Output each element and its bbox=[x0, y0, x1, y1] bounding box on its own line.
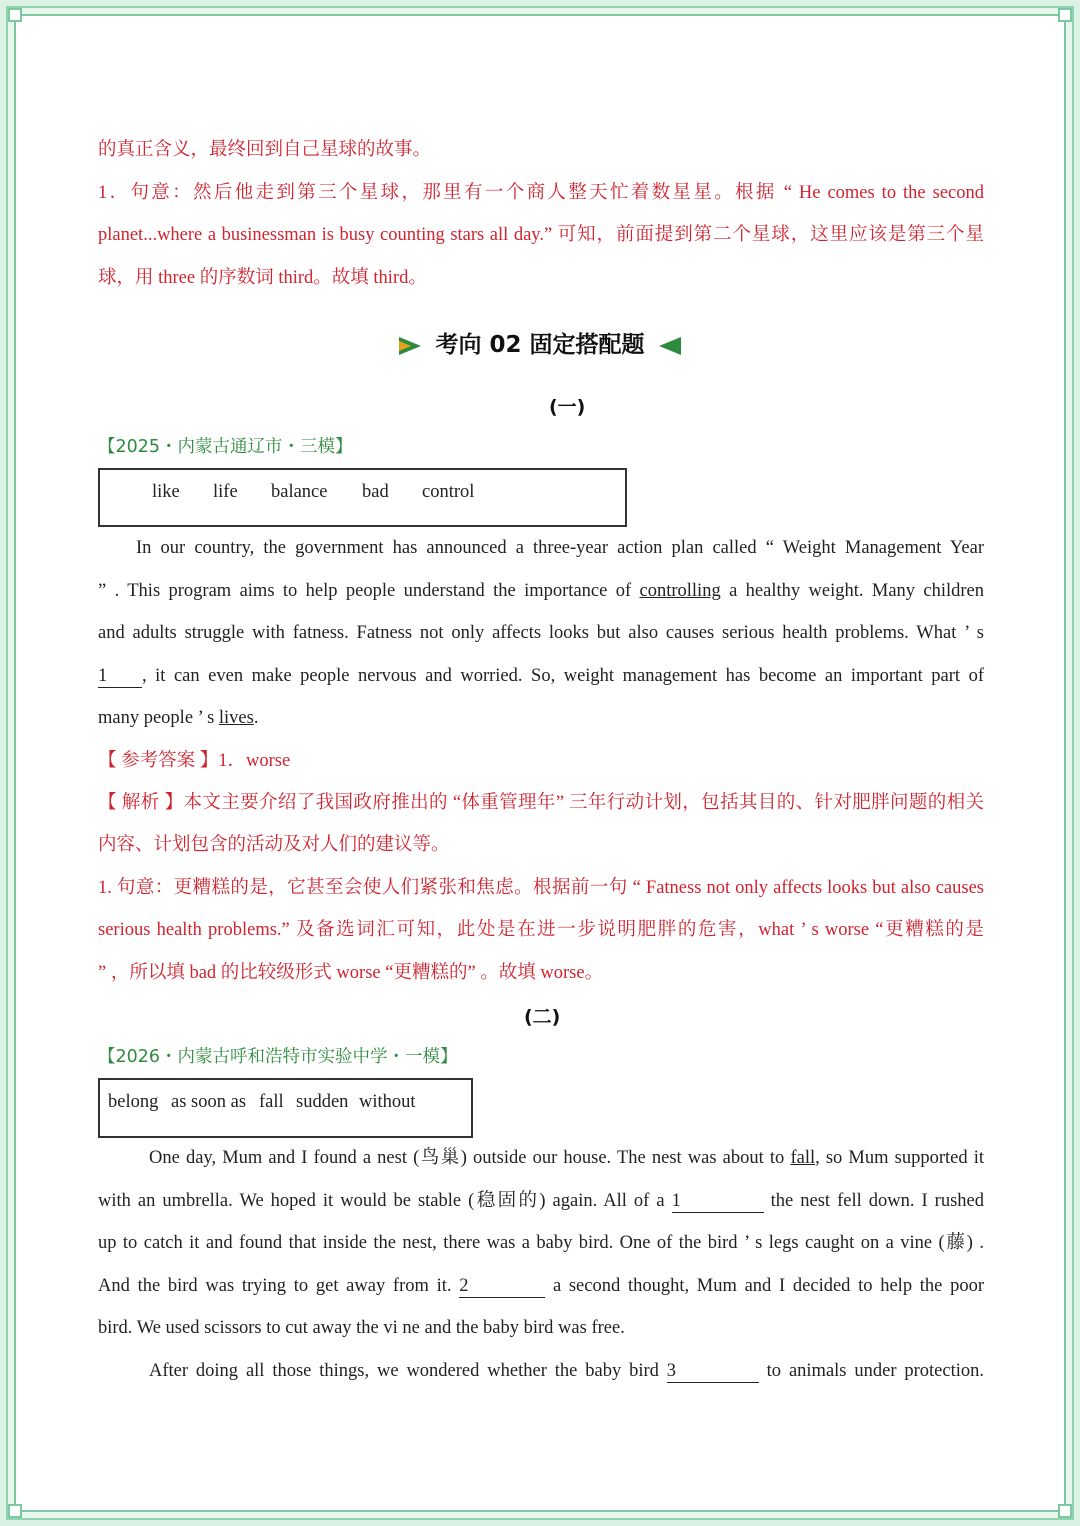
passage-line bbox=[98, 1188, 984, 1214]
passage-line bbox=[98, 578, 984, 604]
underlined-word: lives bbox=[218, 708, 254, 728]
arrow-left-icon bbox=[659, 337, 681, 355]
answer-blank[interactable]: 1 bbox=[672, 1190, 764, 1213]
word-bank bbox=[98, 1078, 473, 1138]
analysis-line: ” ，所以填 bad 的比较级形式 worse “更糟糕的” 。故填 worse。 bbox=[98, 963, 604, 983]
word-bank-item: control bbox=[422, 482, 475, 502]
passage-text: , it can even make people nervous and worried. So, weight management has become an important part of bbox=[142, 666, 984, 686]
passage-text: One day, Mum and I found a nest (鸟巢) outside our house. The nest was about to bbox=[149, 1148, 785, 1168]
passage-text: a healthy weight. Many children bbox=[729, 581, 985, 601]
answer-blank[interactable]: 2 bbox=[459, 1275, 545, 1298]
word-bank-item: without bbox=[359, 1092, 416, 1112]
passage-text: to animals under protection. bbox=[766, 1361, 985, 1381]
word-bank-item: life bbox=[213, 482, 238, 502]
analysis-line: 内容、计划包含的活动及对人们的建议等。 bbox=[98, 835, 450, 855]
passage-text: . bbox=[253, 708, 259, 728]
word-bank-item: balance bbox=[271, 482, 328, 502]
word-bank-item: bad bbox=[362, 482, 389, 502]
corner-ornament bbox=[8, 8, 22, 22]
passage-text: ” . This program aims to help people understand the importance of bbox=[98, 581, 632, 601]
source-tag: 【2025・内蒙古通辽市・三模】 bbox=[98, 437, 353, 457]
part-label: (一) bbox=[549, 396, 586, 418]
corner-ornament bbox=[8, 1504, 22, 1518]
underlined-word: controlling bbox=[639, 581, 721, 601]
answer-blank[interactable]: 3 bbox=[667, 1360, 759, 1383]
word-bank-item: belong bbox=[108, 1092, 159, 1112]
answer-line: 【 参考答案 】1．worse bbox=[98, 751, 291, 771]
word-bank-item: like bbox=[152, 482, 180, 502]
word-bank-item: fall bbox=[259, 1092, 284, 1112]
passage-line: In our country, the government has announced a three-year action plan called “ Weight Management Year bbox=[136, 538, 984, 558]
passage-text: After doing all those things, we wondered whether the baby bird bbox=[149, 1361, 659, 1381]
explanation-line: 的真正含义，最终回到自己星球的故事。 bbox=[98, 140, 432, 160]
corner-ornament bbox=[1058, 8, 1072, 22]
corner-ornament bbox=[1058, 1504, 1072, 1518]
arrow-right-icon bbox=[399, 337, 421, 355]
passage-line bbox=[98, 705, 984, 731]
explanation-line: planet...where a businessman is busy counting stars all day.” 可知，前面提到第二个星球，这里应该是第三个星 bbox=[98, 225, 984, 245]
passage-line bbox=[149, 1358, 984, 1384]
passage-line: bird. We used scissors to cut away the vi ne and the baby bird was free. bbox=[98, 1318, 625, 1338]
passage-text: the nest fell down. I rushed bbox=[770, 1191, 985, 1211]
passage-text: And the bird was trying to get away from it. bbox=[98, 1276, 452, 1296]
word-bank-item: sudden bbox=[296, 1092, 349, 1112]
underlined-word: fall bbox=[790, 1148, 816, 1168]
passage-text: a second thought, Mum and I decided to help the poor bbox=[552, 1276, 985, 1296]
part-label: (二) bbox=[524, 1006, 561, 1028]
answer-blank[interactable]: 1 bbox=[98, 665, 142, 688]
word-bank bbox=[98, 468, 627, 527]
explanation-line: 1．句意：然后他走到第三个星球，那里有一个商人整天忙着数星星。根据 “ He comes to the second bbox=[98, 183, 984, 203]
source-tag: 【2026・内蒙古呼和浩特市实验中学・一模】 bbox=[98, 1047, 458, 1067]
passage-text: with an umbrella. We hoped it would be stable (稳固的) again. All of a bbox=[98, 1191, 665, 1211]
word-bank-item: as soon as bbox=[171, 1092, 247, 1112]
passage-line bbox=[149, 1145, 984, 1171]
analysis-line: serious health problems.” 及备选词汇可知，此处是在进一步说明肥胖的危害，what ’ s worse “更糟糕的是 bbox=[98, 920, 984, 940]
analysis-line: 1. 句意：更糟糕的是，它甚至会使人们紧张和焦虑。根据前一句 “ Fatness not only affects looks but also causes bbox=[98, 878, 984, 898]
analysis-line: 【 解析 】本文主要介绍了我国政府推出的 “体重管理年” 三年行动计划，包括其目的、针对肥胖问题的相关 bbox=[98, 793, 984, 813]
passage-text: , so Mum supported it bbox=[815, 1148, 985, 1168]
explanation-line: 球，用 three 的序数词 third。故填 third。 bbox=[98, 268, 427, 288]
passage-text: many people ’ s bbox=[98, 708, 215, 728]
passage-line bbox=[98, 1273, 984, 1299]
passage-line: up to catch it and found that inside the nest, there was a baby bird. One of the bird ’ s legs caught on a vine (藤) . bbox=[98, 1233, 984, 1253]
section-heading bbox=[0, 326, 1080, 359]
passage-line bbox=[98, 663, 984, 689]
section-heading-text: 考向 02 固定搭配题 bbox=[435, 332, 645, 358]
passage-line: and adults struggle with fatness. Fatness not only affects looks but also causes serious health problems. What ’ s bbox=[98, 623, 984, 643]
